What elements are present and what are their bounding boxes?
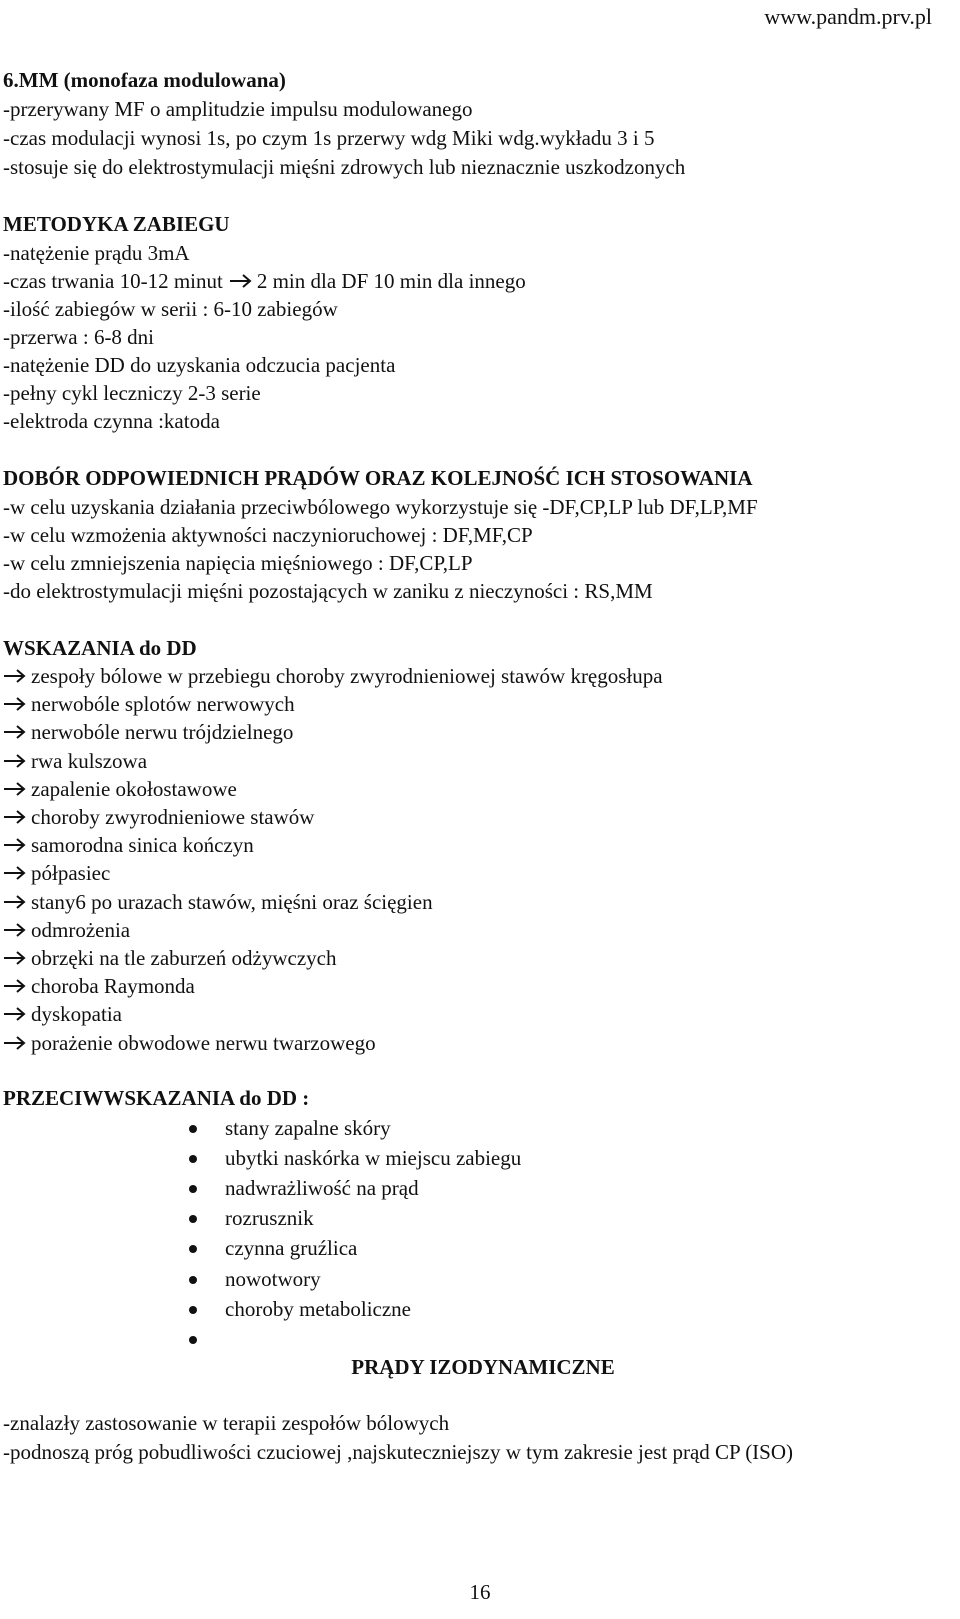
przeciwwskazania-item-label: rozrusznik <box>225 1206 314 1231</box>
bullet-icon <box>189 1245 197 1253</box>
arrow-right-icon <box>3 1035 29 1051</box>
arrow-right-icon <box>3 865 29 881</box>
wskazania-item-label: choroby zwyrodnieniowe stawów <box>31 805 315 829</box>
metodyka-line <box>3 267 526 295</box>
arrow-right-icon <box>3 781 29 797</box>
dobor-line: -do elektrostymulacji mięśni pozostających w zaniku z nieczyności : RS,MM <box>3 579 653 603</box>
wskazania-item-label: półpasiec <box>31 861 111 886</box>
wskazania-item-label: samorodna sinica kończyn <box>31 833 254 858</box>
section-mm-line: -przerywany MF o amplitudzie impulsu modulowanego <box>3 97 473 121</box>
wskazania-item-label: zespoły bólowe w przebiegu choroby zwyrodnieniowej stawów kręgosłupa <box>31 664 663 688</box>
przeciwwskazania-item-label: choroby metaboliczne <box>225 1296 412 1321</box>
metodyka-line: -natężenie DD do uzyskania odczucia pacjenta <box>3 353 396 377</box>
wskazania-item <box>3 775 237 803</box>
arrow-right-icon <box>3 724 29 740</box>
wskazania-item-label: nerwobóle nerwu trójdzielnego <box>31 720 294 745</box>
wskazania-item <box>3 831 254 859</box>
izodynamiczne-title: PRĄDY IZODYNAMICZNE <box>351 1355 615 1379</box>
dobor-line: -w celu wzmożenia aktywności naczynioruchowej : DF,MF,CP <box>3 523 533 547</box>
metodyka-title: METODYKA ZABIEGU <box>3 212 230 236</box>
dobor-line: -w celu zmniejszenia napięcia mięśniowego : DF,CP,LP <box>3 551 473 575</box>
page-number: 16 <box>469 1580 491 1604</box>
arrow-right-icon <box>229 273 255 289</box>
wskazania-item <box>3 888 433 916</box>
izodynamiczne-line: -znalazły zastosowanie w terapii zespołów bólowych <box>3 1411 450 1435</box>
wskazania-item-label: obrzęki na tle zaburzeń odżywczych <box>31 946 337 970</box>
metodyka-line: -przerwa : 6-8 dni <box>3 325 155 349</box>
bullet-icon <box>189 1336 197 1344</box>
wskazania-item <box>3 1000 122 1028</box>
metodyka-line: -ilość zabiegów w serii : 6-10 zabiegów <box>3 297 338 321</box>
section-mm-line: -czas modulacji wynosi 1s, po czym 1s przerwy wdg Miki wdg.wykładu 3 i 5 <box>3 126 655 150</box>
header-url: www.pandm.prv.pl <box>764 4 932 29</box>
arrow-right-icon <box>3 922 29 938</box>
bullet-icon <box>189 1215 197 1223</box>
metodyka-line: -elektroda czynna :katoda <box>3 409 220 433</box>
wskazania-item-label: stany6 po urazach stawów, mięśni oraz ścięgien <box>31 889 433 914</box>
wskazania-item <box>3 916 130 944</box>
przeciwwskazania-item-label: stany zapalne skóry <box>225 1116 391 1140</box>
wskazania-item-label: porażenie obwodowe nerwu twarzowego <box>31 1030 376 1055</box>
wskazania-item <box>3 972 195 1000</box>
arrow-right-icon <box>3 809 29 825</box>
wskazania-item <box>3 690 295 718</box>
section-mm-line: -stosuje się do elektrostymulacji mięśni zdrowych lub nieznacznie uszkodzonych <box>3 155 686 179</box>
metodyka-line: -natężenie prądu 3mA <box>3 241 190 265</box>
wskazania-item-label: dyskopatia <box>31 1002 122 1027</box>
bullet-icon <box>189 1125 197 1133</box>
bullet-icon <box>189 1155 197 1163</box>
arrow-right-icon <box>3 753 29 769</box>
wskazania-item <box>3 718 293 746</box>
wskazania-item-label: zapalenie okołostawowe <box>31 776 237 801</box>
wskazania-title: WSKAZANIA do DD <box>3 636 197 660</box>
wskazania-item <box>3 1029 376 1057</box>
arrow-right-icon <box>3 978 29 994</box>
wskazania-item <box>3 944 337 972</box>
wskazania-item <box>3 747 147 775</box>
arrow-right-icon <box>3 950 29 966</box>
bullet-icon <box>189 1185 197 1193</box>
metodyka-line: -pełny cykl leczniczy 2-3 serie <box>3 381 261 405</box>
arrow-right-icon <box>3 894 29 910</box>
wskazania-item-label: rwa kulszowa <box>31 748 148 773</box>
metodyka-line-suffix: 2 min dla DF 10 min dla innego <box>256 269 526 293</box>
przeciwwskazania-item-label: nowotwory <box>225 1266 321 1291</box>
arrow-right-icon <box>3 668 29 684</box>
wskazania-item-label: nerwobóle splotów nerwowych <box>31 692 295 717</box>
wskazania-item <box>3 803 314 831</box>
przeciwwskazania-item-label: ubytki naskórka w miejscu zabiegu <box>225 1146 522 1171</box>
przeciwwskazania-item-label: nadwrażliwość na prąd <box>225 1176 419 1201</box>
izodynamiczne-line: -podnoszą próg pobudliwości czuciowej ,najskuteczniejszy w tym zakresie jest prąd CP (ISO) <box>3 1440 794 1464</box>
wskazania-item-label: odmrożenia <box>31 917 131 942</box>
bullet-icon <box>189 1306 197 1314</box>
dobor-line: -w celu uzyskania działania przeciwbólowego wykorzystuje się -DF,CP,LP lub DF,LP,MF <box>3 495 758 519</box>
arrow-right-icon <box>3 696 29 712</box>
arrow-right-icon <box>3 1006 29 1022</box>
przeciwwskazania-title: PRZECIWWSKAZANIA do DD : <box>3 1086 310 1110</box>
arrow-right-icon <box>3 837 29 853</box>
wskazania-item <box>3 859 110 887</box>
section-mm-title: 6.MM (monofaza modulowana) <box>3 68 286 92</box>
bullet-icon <box>189 1276 197 1284</box>
wskazania-item <box>3 662 663 690</box>
metodyka-line-prefix: -czas trwania 10-12 minut <box>3 269 223 293</box>
przeciwwskazania-item-label: czynna gruźlica <box>225 1236 358 1261</box>
dobor-title: DOBÓR ODPOWIEDNICH PRĄDÓW ORAZ KOLEJNOŚĆ ICH STOSOWANIA <box>3 466 753 490</box>
wskazania-item-label: choroba Raymonda <box>31 974 195 999</box>
